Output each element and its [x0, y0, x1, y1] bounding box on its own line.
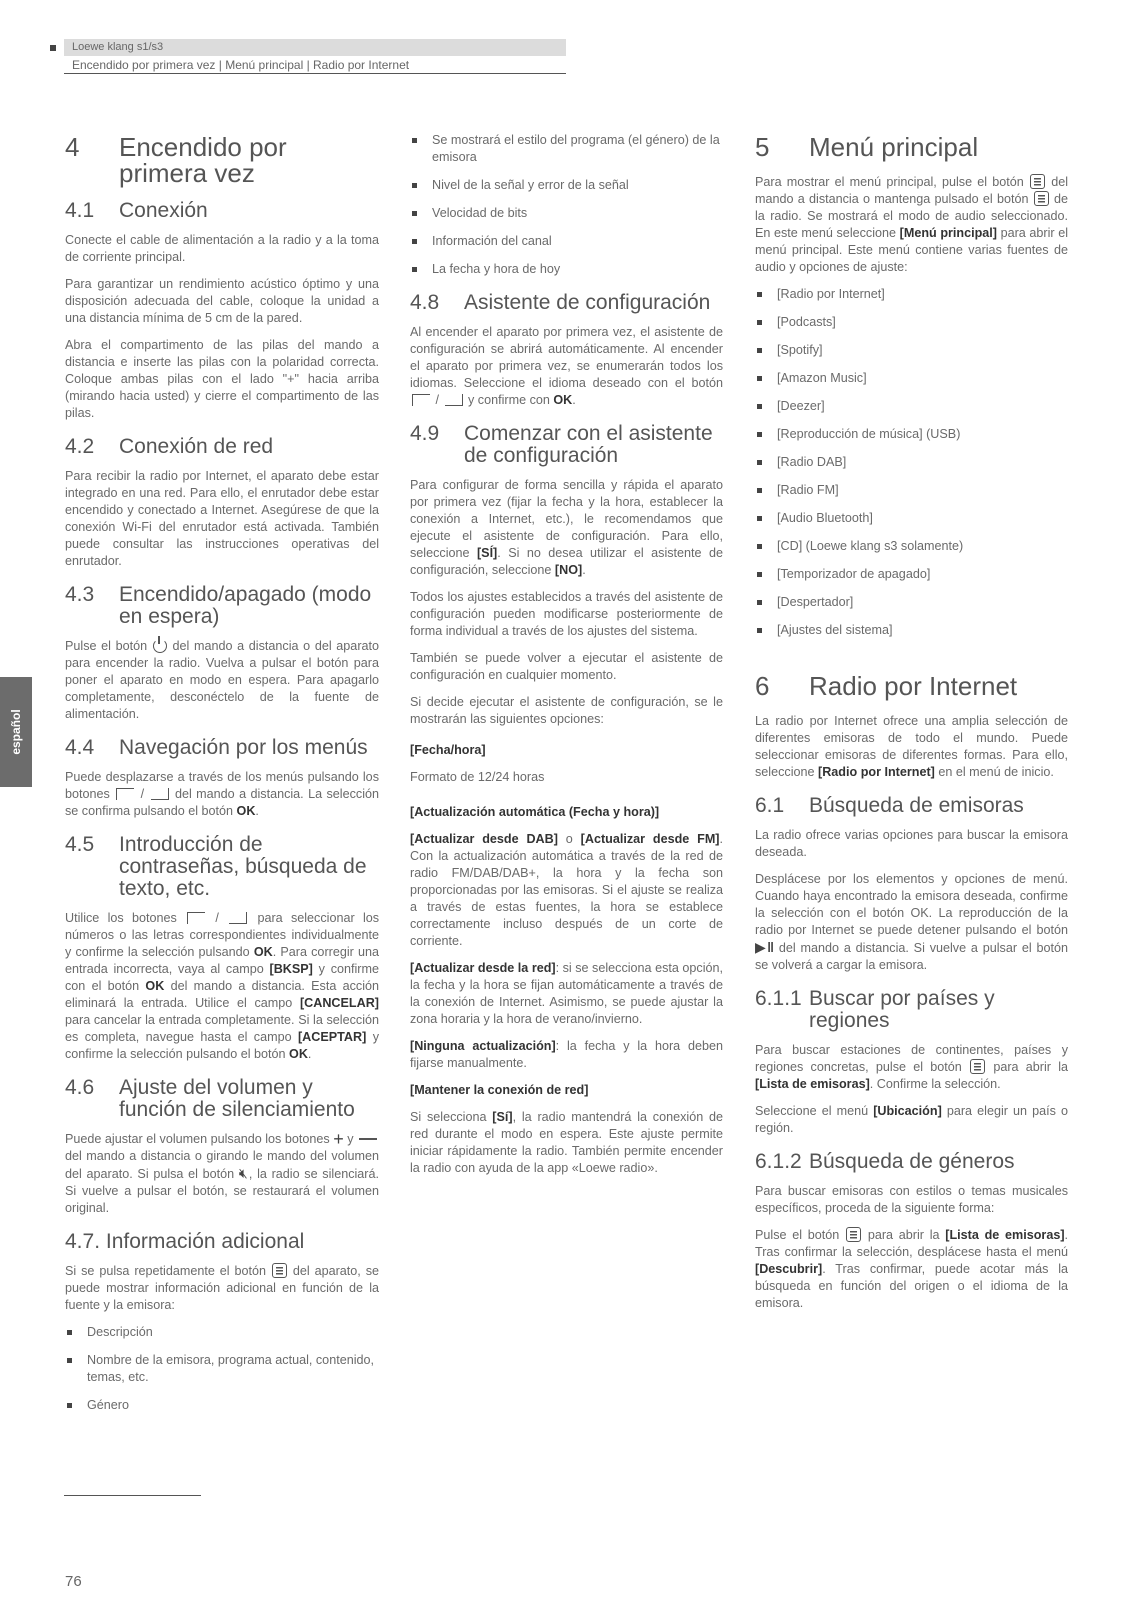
footnote-rule: [64, 1495, 201, 1496]
list-item: Se mostrará el estilo del programa (el género) de la emisora: [410, 132, 723, 166]
volume-plus-icon: +: [333, 1129, 344, 1149]
paragraph: [Ninguna actualización]: la fecha y la hora deben fijarse manualmente.: [410, 1039, 724, 1070]
paragraph: Para mostrar el menú principal, pulse el botón del mando a distancia o mantenga pulsado el botón de la radio. Se mostrará el modo de audio seleccionado. En este menú seleccione [Menú principal] para abrir el menú principal. Este menú contiene varias fuentes de audio y opciones de ajuste:: [755, 175, 1069, 274]
paragraph: Puede desplazarse a través de los menús pulsando los botones / del mando a distancia. La selección se confirma pulsando el botón OK.: [65, 770, 380, 818]
volume-minus-icon: [359, 1138, 377, 1140]
play-pause-icon: ▶‖: [755, 939, 775, 955]
list-item: Descripción: [65, 1324, 379, 1341]
paragraph: Todos los ajustes establecidos a través del asistente de configuración pueden modificarse posteriormente de forma individual a través de los ajustes del sistema.: [410, 590, 723, 638]
main-menu-list: [755, 286, 1068, 639]
paragraph: También se puede volver a ejecutar el asistente de configuración en cualquier momento.: [410, 651, 723, 682]
heading-4-2: 4.2 Conexión de red: [65, 435, 274, 458]
heading-4-1: 4.1 Conexión: [65, 199, 208, 222]
down-button-icon: [229, 912, 247, 924]
paragraph: Formato de 12/24 horas: [410, 770, 545, 784]
heading-5: 5 Menú principal: [755, 132, 979, 162]
paragraph: Para configurar de forma sencilla y rápida el aparato por primera vez (fijar la fecha y la hora, establecer la conexión a Internet, etc.), le recomendamos que ejecute el asistente de configuración. Para ello, seleccione [SÍ]. Si no desea utilizar el asistente de configuración, seleccione [NO].: [410, 478, 724, 577]
column-2: [410, 128, 723, 1187]
heading-6: 6 Radio por Internet: [755, 671, 1018, 701]
column-3: [755, 128, 1068, 1322]
list-item: [Ajustes del sistema]: [755, 622, 1068, 639]
option-label: [Fecha/hora]: [410, 743, 486, 757]
paragraph: Desplácese por los elementos y opciones de menú. Cuando haya encontrado la emisora deseada, confirme la selección con el botón OK. La reproducción de la radio por Internet se puede detener pulsando el botón ▶‖ del mando a distancia. Si vuelve a pulsar el botón se volverá a cargar la emisora.: [755, 872, 1069, 972]
menu-icon: [1030, 174, 1045, 189]
list-icon: [846, 1227, 861, 1242]
heading-4-8: 4.8 Asistente de configuración: [410, 291, 711, 314]
paragraph: Utilice los botones / para seleccionar los números o las letras correspondientes individualmente y confirme la selección pulsando OK. Para corregir una entrada incorrecta, vaya al campo [BKSP] y confirme con el botón OK del mando a distancia. Esta acción eliminará la entrada. Utilice el campo [CANCELAR] para cancelar la entrada completamente. Si la selección es completa, navegue hasta el campo [ACEPTAR] y confirme la selección pulsando el botón OK.: [65, 911, 380, 1061]
menu-icon: [1034, 191, 1049, 206]
list-item: [Radio DAB]: [755, 454, 1068, 471]
list-item: La fecha y hora de hoy: [410, 261, 723, 278]
list-item: [Radio FM]: [755, 482, 1068, 499]
list-item: [Audio Bluetooth]: [755, 510, 1068, 527]
header-product: Loewe klang s1/s3: [64, 39, 566, 56]
paragraph: Si selecciona [Sí], la radio mantendrá la conexión de red durante el modo en espera. Este ajuste permite iniciar rápidamente la radio. También permite encender la radio con ayuda de la app «Loewe radio».: [410, 1110, 723, 1175]
list-icon: [970, 1059, 985, 1074]
column-1: [65, 128, 379, 1425]
paragraph: Abra el compartimento de las pilas del mando a distancia e inserte las pilas con la polaridad correcta. Coloque ambas pilas con el lado "+" hacia arriba (mirando hacia usted) y cierre el compartimento de las pilas.: [65, 338, 379, 420]
list-item: Nivel de la señal y error de la señal: [410, 177, 723, 194]
list-item: [Reproducción de música] (USB): [755, 426, 1068, 443]
header-bullet: [50, 45, 56, 51]
page-number: 76: [65, 1573, 82, 1590]
heading-4-9: 4.9 Comenzar con el asistente de configuración: [410, 422, 713, 467]
heading-6-1-1: 6.1.1 Buscar por países y regiones: [755, 987, 995, 1032]
heading-6-1: 6.1 Búsqueda de emisoras: [755, 794, 1024, 817]
option-label: [Mantener la conexión de red]: [410, 1083, 589, 1097]
list-item: Información del canal: [410, 233, 723, 250]
paragraph: [Actualizar desde la red]: si se selecciona esta opción, la fecha y la hora se fijan automáticamente a través de la conexión de Internet. Asimismo, se puede ajustar la zona horaria y la hora de verano/invierno.: [410, 961, 724, 1026]
heading-4-5: 4.5 Introducción de contraseñas, búsqueda de texto, etc.: [65, 833, 367, 900]
down-button-icon: [445, 394, 463, 406]
list-item: [Amazon Music]: [755, 370, 1068, 387]
option-label: [Actualización automática (Fecha y hora)]: [410, 805, 660, 819]
mute-icon: 🔇︎: [238, 1165, 249, 1181]
list-item: [Radio por Internet]: [755, 286, 1068, 303]
heading-4-6: 4.6 Ajuste del volumen y función de silenciamiento: [65, 1076, 355, 1121]
up-button-icon: [412, 394, 430, 406]
heading-4-4: 4.4 Navegación por los menús: [65, 736, 368, 759]
paragraph: Si se pulsa repetidamente el botón del aparato, se puede mostrar información adicional en función de la fuente y la emisora:: [65, 1264, 380, 1312]
heading-6-1-2: 6.1.2 Búsqueda de géneros: [755, 1150, 1015, 1173]
paragraph: Conecte el cable de alimentación a la radio y a la toma de corriente principal.: [65, 233, 379, 264]
info-menu-icon: [272, 1263, 287, 1278]
list-item: [Despertador]: [755, 594, 1068, 611]
paragraph: Para buscar estaciones de continentes, países y regiones concretas, pulse el botón para abrir la [Lista de emisoras]. Confirme la selección.: [755, 1043, 1069, 1091]
heading-4: 4 Encendido por primera vez: [65, 132, 287, 188]
list-item: Género: [65, 1397, 379, 1414]
paragraph: La radio por Internet ofrece una amplia selección de diferentes emisoras de todo el mundo. Puede seleccionar emisoras de diferentes formas. Para ello, seleccione [Radio por Internet] en el menú de inicio.: [755, 714, 1068, 779]
info-list: [65, 1324, 379, 1414]
paragraph: Al encender el aparato por primera vez, el asistente de configuración se abrirá automáticamente. Al encender el aparato por primera vez, se enumerarán todos los idiomas. Seleccione el idioma deseado con el botón / y confirme con OK.: [410, 325, 723, 407]
language-tab: español: [0, 677, 32, 787]
up-button-icon: [187, 912, 205, 924]
down-button-icon: [151, 788, 169, 800]
list-item: [Deezer]: [755, 398, 1068, 415]
list-item: [Podcasts]: [755, 314, 1068, 331]
up-button-icon: [116, 788, 134, 800]
paragraph: Para buscar emisoras con estilos o temas musicales específicos, proceda de la siguiente forma:: [755, 1184, 1068, 1215]
paragraph: Seleccione el menú [Ubicación] para elegir un país o región.: [755, 1104, 1069, 1135]
list-item: [Spotify]: [755, 342, 1068, 359]
list-item: [CD] (Loewe klang s3 solamente): [755, 538, 1068, 555]
paragraph: [Actualizar desde DAB] o [Actualizar desde FM]. Con la actualización automática a través de la red de radio FM/DAB/DAB+, la hora y la fecha son proporcionadas por las emisoras. Si el ajuste se realiza a través de estas fuentes, la hora se establece correctamente incluso después de un corte de corriente.: [410, 832, 723, 948]
paragraph: Puede ajustar el volumen pulsando los botones + y del mando a distancia o girando le mando del volumen del aparato. Si pulsa el botón 🔇︎, la radio se silenciará. Si vuelve a pulsar el botón, se restaurará el volumen original.: [65, 1129, 379, 1215]
list-item: Nombre de la emisora, programa actual, contenido, temas, etc.: [65, 1352, 379, 1386]
info-list-continued: [410, 132, 723, 278]
power-icon: [153, 639, 167, 653]
list-item: Velocidad de bits: [410, 205, 723, 222]
paragraph: Para recibir la radio por Internet, el aparato debe estar integrado en una red. Para ello, el enrutador debe estar encendido y conectado a Internet. Asegúrese de que la conexión Wi-Fi del enrutador está activada. También puede consultar las instrucciones operativas del enrutador.: [65, 469, 379, 568]
paragraph: Pulse el botón del mando a distancia o del aparato para encender la radio. Vuelva a pulsar el botón para poner el aparato en modo en espera. Para apagarlo completamente, desconéctelo de la fuente de alimentación.: [65, 639, 380, 721]
paragraph: La radio ofrece varias opciones para buscar la emisora deseada.: [755, 828, 1068, 859]
header-rule: [64, 73, 566, 74]
heading-4-7: 4.7. Información adicional: [65, 1230, 305, 1253]
breadcrumb: Encendido por primera vez | Menú principal | Radio por Internet: [72, 58, 410, 72]
paragraph: Pulse el botón para abrir la [Lista de emisoras]. Tras confirmar la selección, desplácese hasta el menú [Descubrir]. Tras confirmar, puede acotar más la búsqueda en función del origen o el idioma de la emisora.: [755, 1228, 1069, 1310]
paragraph: Si decide ejecutar el asistente de configuración, se le mostrarán las siguientes opciones:: [410, 695, 723, 726]
paragraph: Para garantizar un rendimiento acústico óptimo y una disposición adecuada del cable, coloque la unidad a una distancia mínima de 5 cm de la pared.: [65, 277, 379, 325]
heading-4-3: 4.3 Encendido/apagado (modo en espera): [65, 583, 372, 628]
list-item: [Temporizador de apagado]: [755, 566, 1068, 583]
